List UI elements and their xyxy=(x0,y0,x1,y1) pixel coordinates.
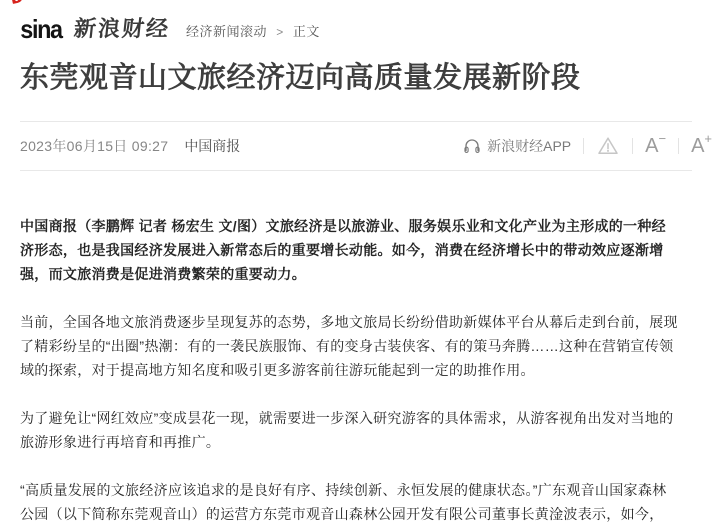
article-paragraph: 为了避免让“网红效应”变成昙花一现，就需要进一步深入研究游客的具体需求，从游客视角出发对当地的旅游形象进行再培育和再推广。 xyxy=(20,410,674,450)
minus-sign: − xyxy=(658,131,667,146)
vertical-divider xyxy=(678,138,679,154)
breadcrumb-separator: > xyxy=(276,24,284,39)
warning-triangle-icon xyxy=(596,134,620,158)
article-paragraph: 当前，全国各地文旅消费逐步呈现复苏的态势，多地文旅局长纷纷借助新媒体平台从幕后走到台前，展现了精彩纷呈的“出圈”热潮：有的一袭民族服饰、有的变身古装侠客、有的策马奔腾……这种在营销宣传领域的探索，对于提高地方知名度和吸引更多游客前往游玩能起到一定的助推作用。 xyxy=(20,314,678,378)
article-toolbar xyxy=(463,131,712,158)
plus-sign: + xyxy=(704,131,712,146)
article-meta xyxy=(20,136,240,156)
sina-logo-text: sina xyxy=(20,14,62,44)
listen-app-label: 新浪财经APP xyxy=(487,138,572,154)
font-increase-letter: A xyxy=(691,135,705,157)
listen-in-app-button[interactable] xyxy=(463,136,571,156)
sina-finance-brand-text: 新浪财经 xyxy=(72,16,172,41)
article-paragraph: “高质量发展的文旅经济应该追求的是良好有序、持续创新、永恒发展的健康状态。”广东观音山国家森林公园（以下简称东莞观音山）的运营方东莞市观音山森林公园开发有限公司董事长黄淦波表示，如今， xyxy=(20,482,667,522)
vertical-divider xyxy=(583,138,584,154)
font-decrease-letter: A xyxy=(645,135,659,157)
font-decrease-button[interactable] xyxy=(645,131,667,157)
font-increase-button[interactable] xyxy=(691,131,712,157)
sina-finance-logo[interactable] xyxy=(18,16,170,42)
site-header xyxy=(0,0,700,44)
breadcrumb xyxy=(186,21,320,40)
source-link[interactable]: 中国商报 xyxy=(184,138,241,154)
article-paragraph: 中国商报（李鹏辉 记者 杨宏生 文/图）文旅经济是以旅游业、服务娱乐业和文化产业为主形成的一种经济形态，也是我国经济发展进入新常态后的重要增长动能。如今，消费在经济增长中的带动效应逐渐增强，而文旅消费是促进消费繁荣的重要动力。 xyxy=(20,218,666,282)
breadcrumb-current: 正文 xyxy=(292,23,320,39)
article-meta-row xyxy=(0,122,712,170)
page-title: 东莞观音山文旅经济迈向高质量发展新阶段 xyxy=(20,62,581,94)
sina-red-eye-icon xyxy=(11,0,22,4)
headphone-icon xyxy=(463,137,481,155)
breadcrumb-section-link[interactable]: 经济新闻滚动 xyxy=(186,23,268,39)
publish-date: 2023年06月15日 09:27 xyxy=(20,138,169,154)
report-error-button[interactable] xyxy=(596,134,620,158)
article-body xyxy=(0,171,700,526)
vertical-divider xyxy=(632,138,633,154)
